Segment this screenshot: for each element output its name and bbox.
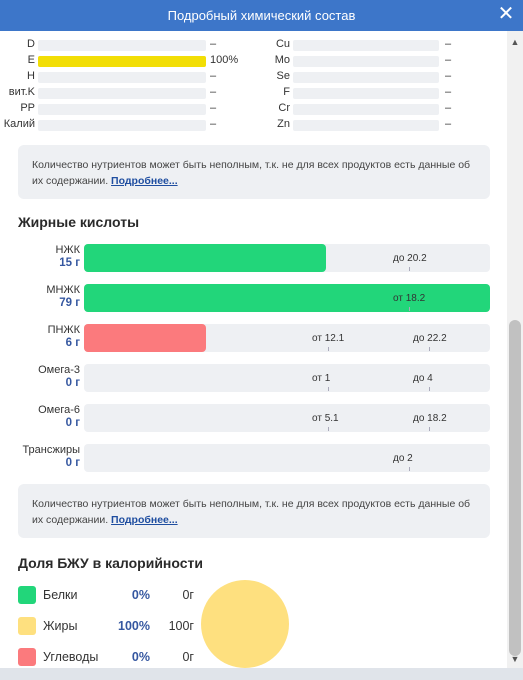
norm-tick	[328, 427, 329, 431]
incomplete-data-note-2	[18, 484, 490, 538]
pfc-grams: 100г	[168, 619, 194, 633]
pfc-pie-chart	[200, 579, 290, 668]
fatty-acid-bar	[84, 244, 490, 272]
pfc-grams: 0г	[182, 650, 194, 664]
micro-label: вит.K	[8, 86, 35, 98]
micro-bar	[293, 72, 439, 83]
micro-label: D	[27, 38, 35, 50]
micro-bar	[293, 56, 439, 67]
fatty-acid-amount: 6 г	[65, 337, 80, 349]
micro-value: –	[445, 54, 452, 66]
fatty-acid-bar	[84, 324, 490, 352]
more-link[interactable]: Подробнее...	[111, 175, 178, 187]
fatty-acid-row	[0, 404, 507, 432]
pfc-percent: 100%	[118, 619, 150, 633]
pfc-swatch	[18, 617, 36, 635]
micro-value: –	[210, 38, 217, 50]
scroll-up-arrow-icon[interactable]: ▲	[510, 37, 520, 47]
norm-mark-label: от 12.1	[312, 333, 345, 344]
fatty-acid-bar	[84, 404, 490, 432]
fatty-acid-row	[0, 244, 507, 272]
micro-value: –	[210, 102, 217, 114]
background-strip	[0, 668, 523, 680]
pfc-name: Углеводы	[43, 650, 99, 664]
fatty-acid-name: Омега-6	[38, 404, 80, 416]
fatty-acid-amount: 0 г	[65, 377, 80, 389]
pfc-percent: 0%	[131, 588, 150, 602]
micro-label: Zn	[277, 118, 290, 130]
micro-value: –	[445, 118, 452, 130]
fatty-acid-row	[0, 324, 507, 352]
norm-tick	[409, 307, 410, 311]
micro-label: Mo	[274, 54, 290, 66]
scroll-down-arrow-icon[interactable]: ▼	[510, 654, 520, 664]
norm-tick	[429, 347, 430, 351]
more-link[interactable]: Подробнее...	[111, 514, 178, 526]
fatty-acid-amount: 0 г	[65, 417, 80, 429]
fatty-acid-bar-fill	[84, 244, 326, 272]
micro-value: –	[210, 86, 217, 98]
norm-tick	[328, 387, 329, 391]
fatty-acid-name: ПНЖК	[47, 324, 80, 336]
micro-label: PP	[20, 102, 35, 114]
norm-tick	[409, 267, 410, 271]
pfc-percent: 0%	[131, 650, 150, 664]
micro-value: –	[210, 70, 217, 82]
note-text: Количество нутриентов может быть неполным, т.к. не для всех продуктов есть данные об их содержании.	[32, 159, 471, 187]
fatty-acid-bar-fill	[84, 284, 490, 312]
modal-content	[0, 31, 507, 668]
norm-mark-label: до 20.2	[393, 253, 427, 264]
pfc-legend-row	[18, 648, 198, 666]
micro-value: –	[445, 70, 452, 82]
micro-label: H	[27, 70, 35, 82]
note-text: Количество нутриентов может быть неполным, т.к. не для всех продуктов есть данные об их содержании.	[32, 498, 471, 526]
fatty-acid-name: Омега-3	[38, 364, 80, 376]
pfc-legend-row	[18, 586, 198, 604]
scroll-thumb[interactable]	[509, 320, 521, 656]
norm-mark-label: от 18.2	[393, 293, 426, 304]
scrollbar[interactable]	[507, 31, 523, 668]
micro-bar	[293, 40, 439, 51]
norm-tick	[429, 387, 430, 391]
modal-title: Подробный химический состав	[167, 8, 356, 23]
fatty-acid-bar-fill	[84, 324, 206, 352]
pfc-title: Доля БЖУ в калорийности	[18, 555, 204, 571]
pfc-swatch	[18, 586, 36, 604]
norm-mark-label: до 2	[393, 453, 413, 464]
pfc-grams: 0г	[182, 588, 194, 602]
micro-value: –	[210, 118, 217, 130]
fatty-acid-row	[0, 364, 507, 392]
norm-mark-label: до 4	[413, 373, 433, 384]
micro-value: –	[445, 86, 452, 98]
fatty-acid-bar	[84, 444, 490, 472]
micro-value: –	[445, 38, 452, 50]
micro-label: Se	[276, 70, 290, 82]
fatty-acid-amount: 79 г	[59, 297, 80, 309]
fatty-acid-name: МНЖК	[46, 284, 80, 296]
norm-tick	[409, 467, 410, 471]
pfc-swatch	[18, 648, 36, 666]
pfc-name: Белки	[43, 588, 78, 602]
micro-label: E	[27, 54, 35, 66]
incomplete-data-note	[18, 145, 490, 199]
micro-label: Cr	[278, 102, 290, 114]
micro-label: Cu	[275, 38, 290, 50]
fatty-acid-bar	[84, 364, 490, 392]
micro-label: Калий	[3, 118, 35, 130]
norm-tick	[429, 427, 430, 431]
fatty-acid-row	[0, 284, 507, 312]
norm-tick	[328, 347, 329, 351]
micro-bar	[293, 104, 439, 115]
norm-mark-label: до 18.2	[413, 413, 447, 424]
pfc-legend-row	[18, 617, 198, 635]
micro-value: 100%	[210, 54, 239, 66]
micro-bar	[293, 88, 439, 99]
fatty-acid-amount: 15 г	[59, 257, 80, 269]
norm-mark-label: от 5.1	[312, 413, 339, 424]
fatty-acid-name: Трансжиры	[22, 444, 80, 456]
fatty-acid-amount: 0 г	[65, 457, 80, 469]
pie-slice-Жиры	[201, 580, 289, 668]
norm-mark-label: от 1	[312, 373, 331, 384]
fatty-acid-name: НЖК	[55, 244, 80, 256]
fatty-acid-row	[0, 444, 507, 472]
micro-label: F	[283, 86, 290, 98]
modal-header	[0, 0, 523, 31]
micro-bar	[293, 120, 439, 131]
norm-mark-label: до 22.2	[413, 333, 447, 344]
micro-value: –	[445, 102, 452, 114]
close-icon[interactable]: ✕	[497, 3, 515, 25]
pfc-name: Жиры	[43, 619, 78, 633]
fatty-acid-bar	[84, 284, 490, 312]
fatty-acids-title: Жирные кислоты	[18, 214, 140, 230]
